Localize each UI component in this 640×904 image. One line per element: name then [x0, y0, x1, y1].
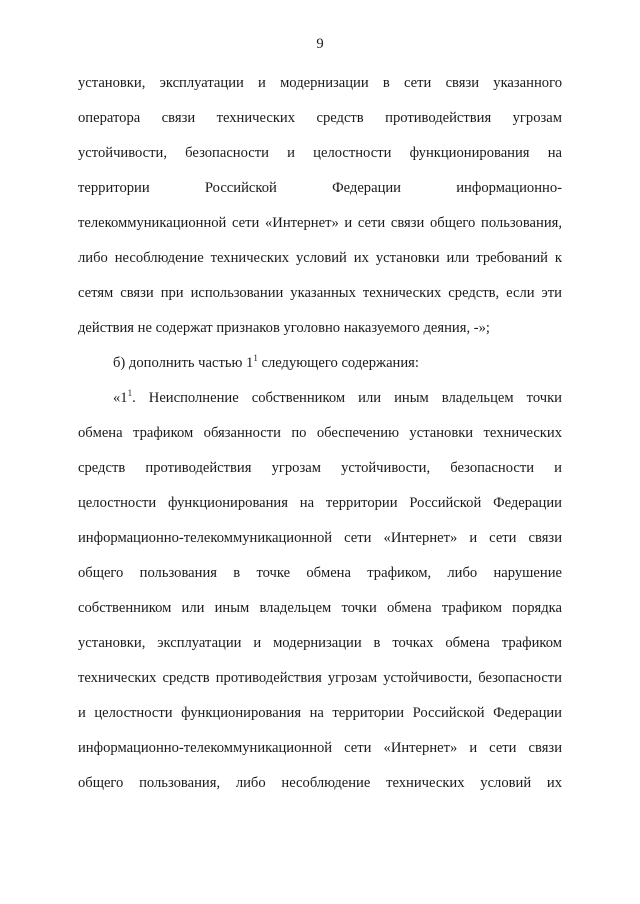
- paragraph-3-line-4: целостности функционирования на территории Российской Федерации: [78, 495, 562, 511]
- paragraph-1-line-5: телекоммуникационной сети «Интернет» и сети связи общего пользования,: [78, 215, 562, 231]
- paragraph-3-line-10: и целостности функционирования на территории Российской Федерации: [78, 705, 562, 721]
- paragraph-3-line-2: обмена трафиком обязанности по обеспечению установки технических: [78, 425, 562, 441]
- superscript-index: 1: [253, 353, 258, 363]
- paragraph-3-line-6: общего пользования в точке обмена трафиком, либо нарушение: [78, 565, 562, 581]
- page-number: 9: [316, 36, 324, 52]
- paragraph-1-line-3: устойчивости, безопасности и целостности функционирования на: [78, 145, 562, 161]
- paragraph-1-line-1: установки, эксплуатации и модернизации в сети связи указанного: [78, 75, 562, 91]
- paragraph-1-line-4: территории Российской Федерации информационно-: [78, 180, 562, 196]
- superscript-index: 1: [127, 388, 133, 398]
- paragraph-2-line-1: [78, 353, 562, 373]
- paragraph-3-line-11: информационно-телекоммуникационной сети «Интернет» и сети связи: [78, 740, 562, 756]
- paragraph-3-line-9: технических средств противодействия угрозам устойчивости, безопасности: [78, 670, 562, 686]
- paragraph-1-line-7: сетям связи при использовании указанных технических средств, если эти: [78, 285, 562, 301]
- paragraph-3-line-3: средств противодействия угрозам устойчивости, безопасности и: [78, 460, 562, 476]
- document-body: [78, 73, 562, 808]
- paragraph-1-line-2: оператора связи технических средств противодействия угрозам: [78, 110, 562, 126]
- paragraph-2-text-start: б) дополнить частью 1: [113, 355, 254, 371]
- paragraph-3-line-7: собственником или иным владельцем точки обмена трафиком порядка: [78, 600, 562, 616]
- paragraph-1-line-6: либо несоблюдение технических условий их установки или требований к: [78, 250, 562, 266]
- paragraph-1-line-8: действия не содержат признаков уголовно наказуемого деяния, -»;: [78, 320, 490, 336]
- paragraph-2-text-end: следующего содержания:: [257, 355, 419, 371]
- paragraph-3-text-end: . Неисполнение собственником или иным владельцем точки: [132, 390, 562, 406]
- paragraph-3-line-8: установки, эксплуатации и модернизации в точках обмена трафиком: [78, 635, 562, 651]
- paragraph-3-text-start: «1: [113, 390, 128, 406]
- paragraph-3-line-5: информационно-телекоммуникационной сети «Интернет» и сети связи: [78, 530, 562, 546]
- paragraph-3-line-12: общего пользования, либо несоблюдение технических условий их: [78, 775, 562, 791]
- paragraph-3-line-1: [78, 388, 562, 408]
